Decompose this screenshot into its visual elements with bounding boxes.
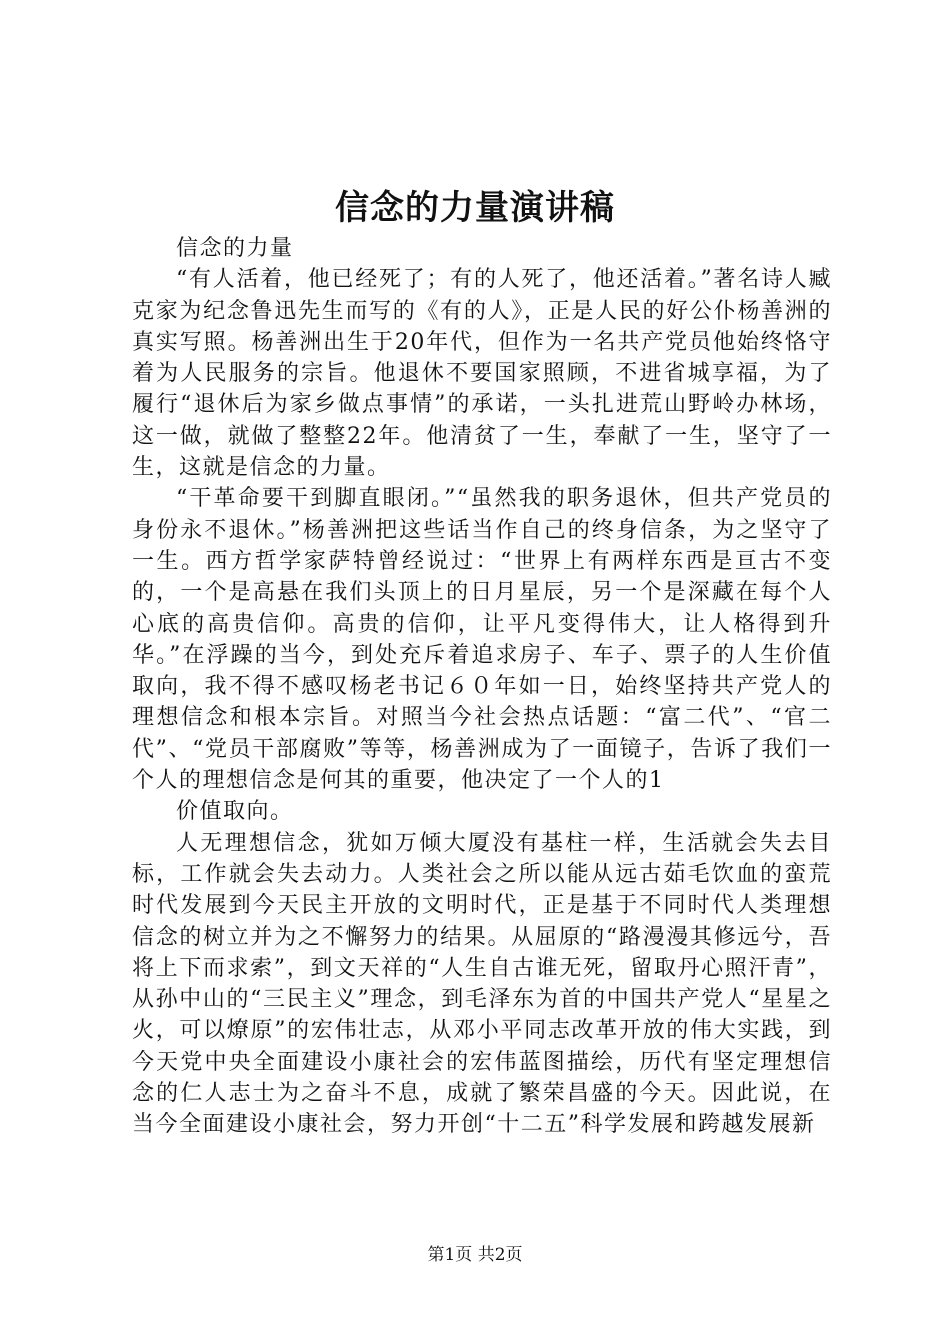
document-title: 信念的力量演讲稿: [335, 188, 615, 228]
document-body: [132, 233, 832, 1141]
paragraph: “干革命要干到脚直眼闭。”“虽然我的职务退休，但共产党员的身份永不退休。”杨善洲把这些话当作自己的终身信条，为之坚守了一生。西方哲学家萨特曾经说过：“世界上有两样东西是亘古不变的，一个是高悬在我们头顶上的日月星辰，另一个是深藏在每个人心底的高贵信仰。高贵的信仰，让平凡变得伟大，让人格得到升华。”在浮躁的当今，到处充斥着追求房子、车子、票子的人生价值取向，我不得不感叹杨老书记６０年如一日，始终坚持共产党人的理想信念和根本宗旨。对照当今社会热点话题：“富二代”、“官二代”、“党员干部腐败”等等，杨善洲成为了一面镜子，告诉了我们一个人的理想信念是何其的重要，他决定了一个人的1: [132, 486, 832, 794]
paragraph: 价值取向。: [176, 799, 294, 825]
paragraph-subtitle: 信念的力量: [176, 236, 294, 261]
page-footer: 第1页 共2页: [427, 1245, 523, 1265]
paragraph: 人无理想信念，犹如万倾大厦没有基柱一样，生活就会失去目标，工作就会失去动力。人类社会之所以能从远古茹毛饮血的蛮荒时代发展到今天民主开放的文明时代，正是基于不同时代人类理想信念的树立并为之不懈努力的结果。从屈原的“路漫漫其修远兮，吾将上下而求索”，到文天祥的“人生自古谁无死，留取丹心照汗青”，从孙中山的“三民主义”理念，到毛泽东为首的中国共产党人“星星之火，可以燎原”的宏伟壮志，从邓小平同志改革开放的伟大实践，到今天党中央全面建设小康社会的宏伟蓝图描绘，历代有坚定理想信念的仁人志士为之奋斗不息，成就了繁荣昌盛的今天。因此说，在当今全面建设小康社会，努力开创“十二五”科学发展和跨越发展新: [132, 830, 832, 1138]
paragraph: “有人活着，他已经死了；有的人死了，他还活着。”著名诗人臧克家为纪念鲁迅先生而写的《有的人》，正是人民的好公仆杨善洲的真实写照。杨善洲出生于20年代，但作为一名共产党员他始终恪守着为人民服务的宗旨。他退休不要国家照顾，不进省城享福，为了履行“退休后为家乡做点事情”的承诺，一头扎进荒山野岭办林场，这一做，就做了整整22年。他清贫了一生，奉献了一生，坚守了一生，这就是信念的力量。: [132, 267, 832, 481]
